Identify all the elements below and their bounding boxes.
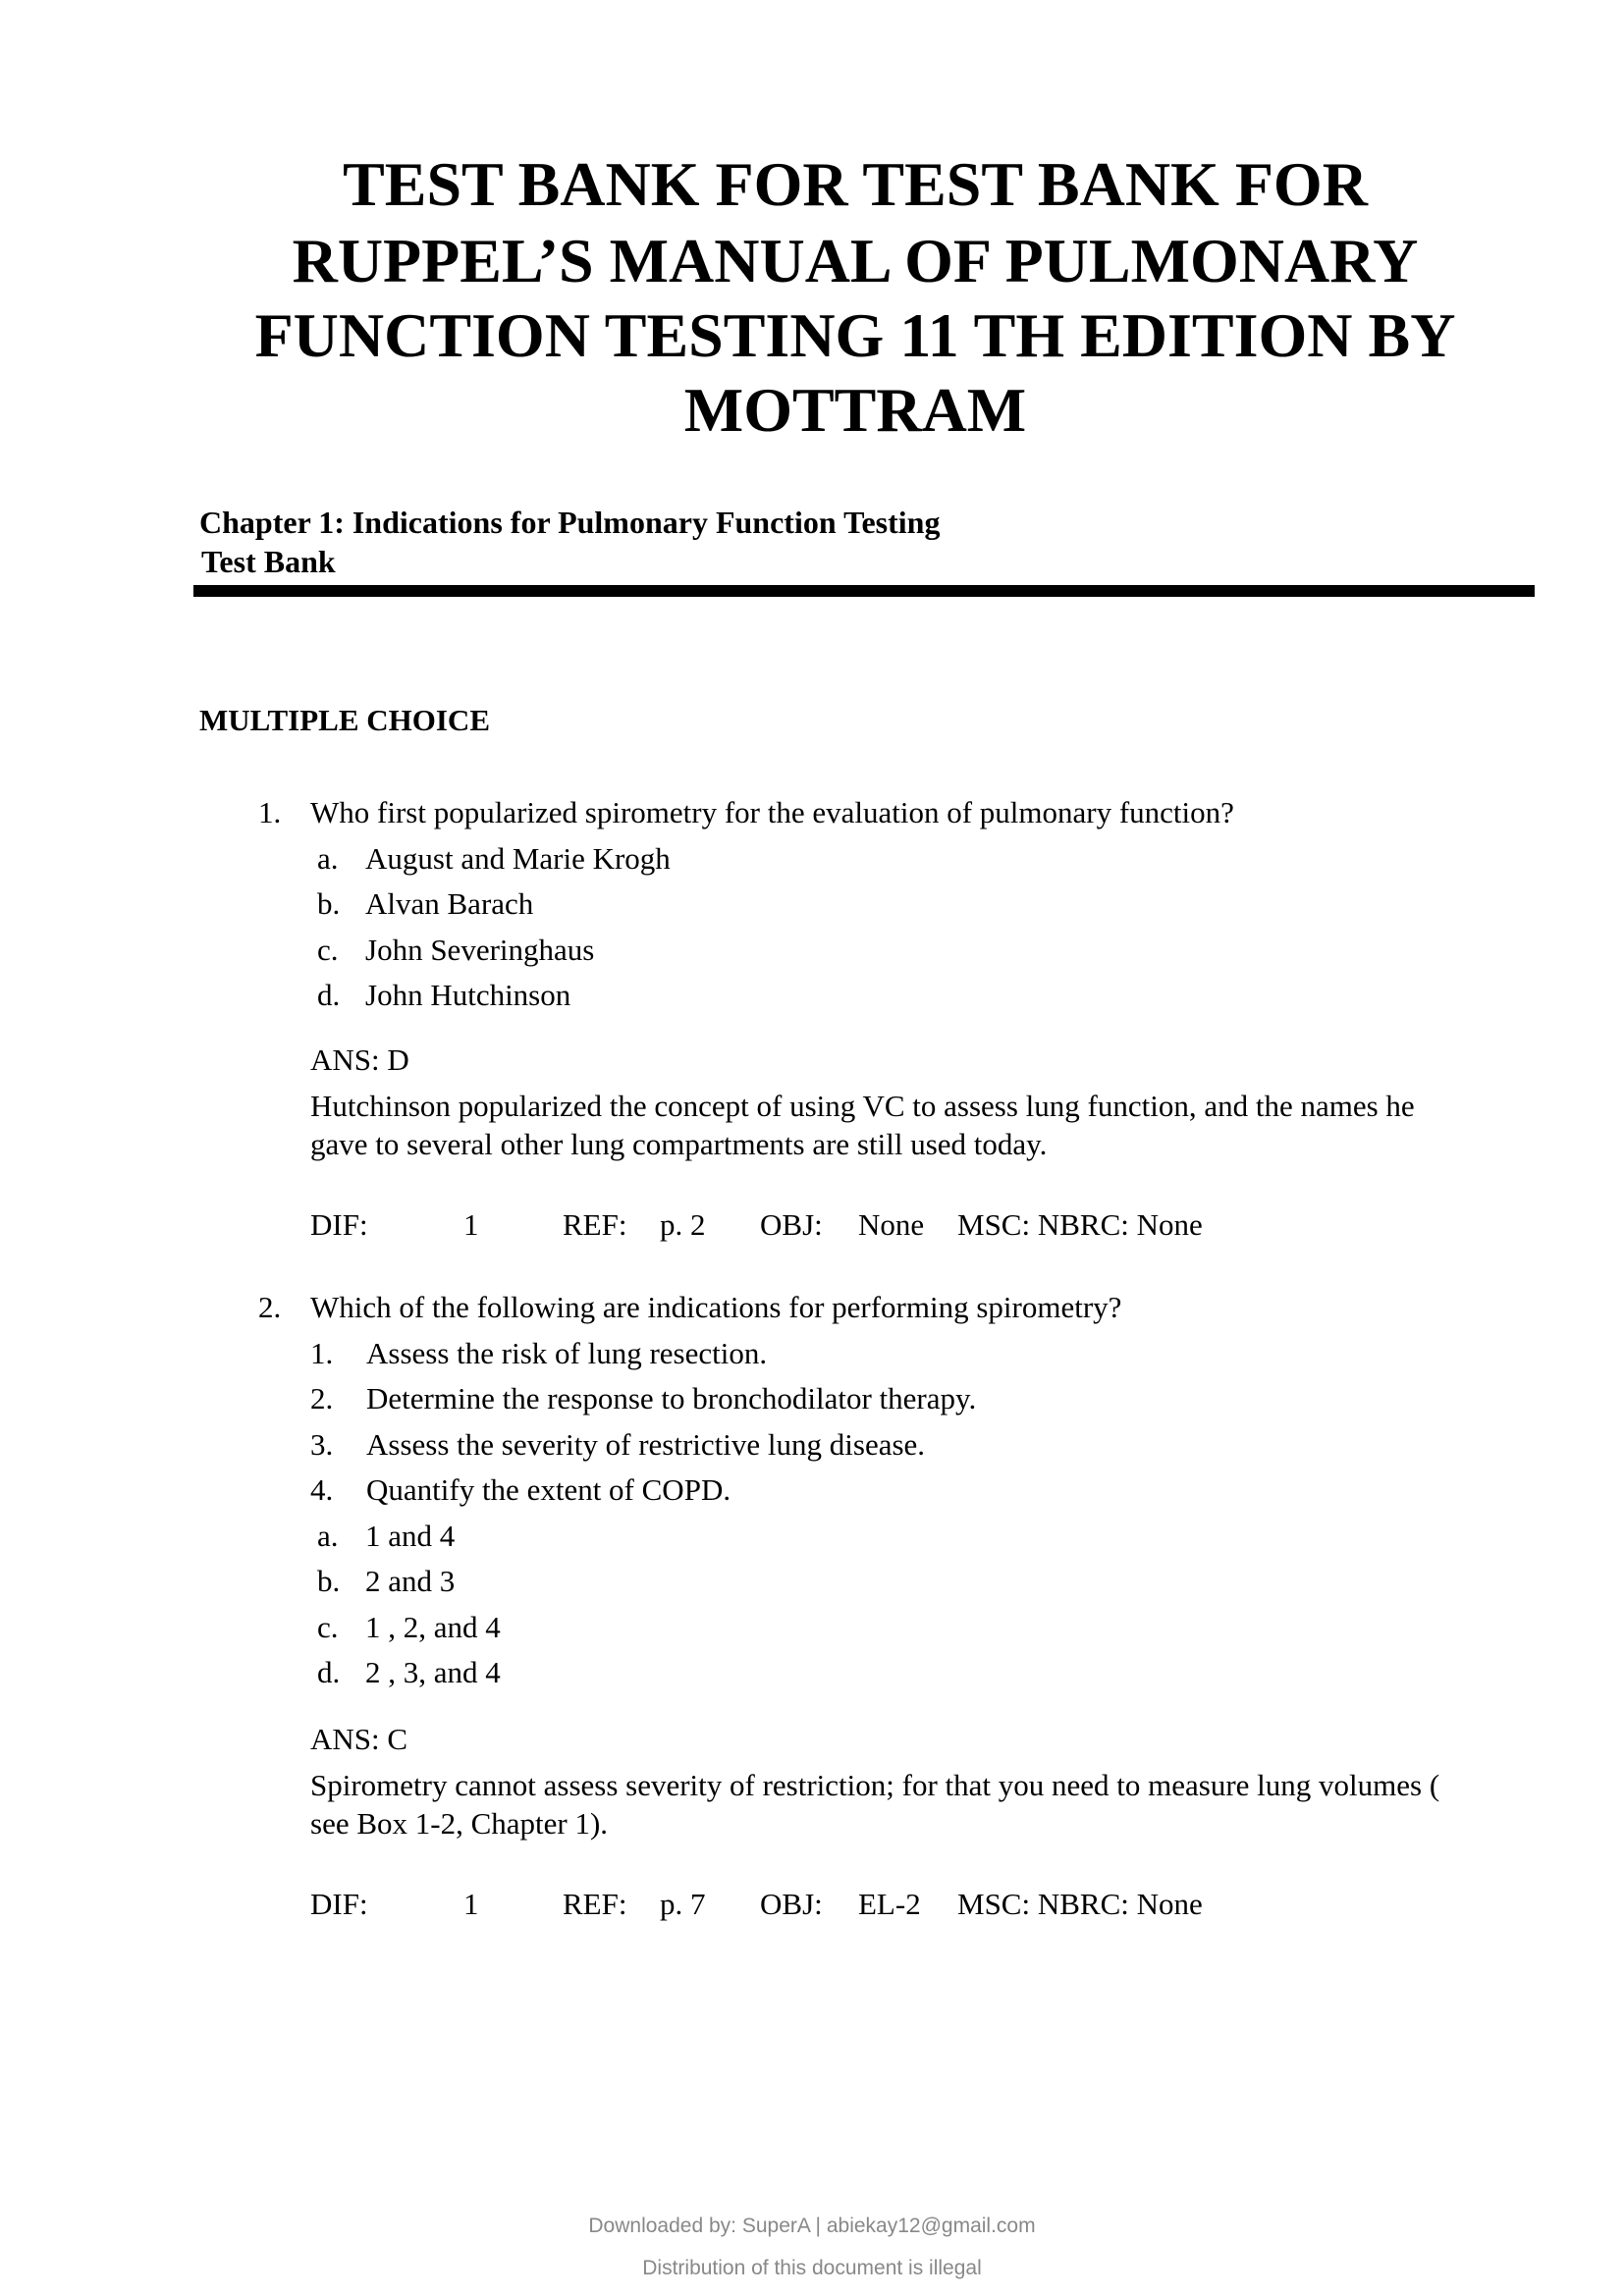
- question-number: 2.: [258, 1290, 282, 1324]
- title-line: FUNCTION TESTING 11 TH EDITION BY: [254, 300, 1456, 370]
- chapter-heading: Chapter 1: Indications for Pulmonary Function Testing: [199, 505, 941, 540]
- dif-value: 1: [463, 1207, 479, 1242]
- option-text: 2 and 3: [365, 1564, 456, 1598]
- obj-label: OBJ:: [760, 1887, 823, 1921]
- option-letter: d.: [317, 978, 341, 1012]
- item-number: 2.: [310, 1381, 334, 1415]
- option-letter: b.: [317, 886, 341, 921]
- explanation-line: Spirometry cannot assess severity of restriction; for that you need to measure lung volumes (: [310, 1768, 1440, 1802]
- answer-key: ANS: D: [310, 1042, 409, 1077]
- title-line: TEST BANK FOR TEST BANK FOR: [343, 149, 1368, 219]
- item-number: 1.: [310, 1335, 334, 1370]
- download-notice: Downloaded by: SuperA | abiekay12@gmail.com: [588, 2215, 1036, 2237]
- option-text: John Hutchinson: [365, 978, 571, 1012]
- dif-label: DIF:: [310, 1887, 368, 1921]
- dif-label: DIF:: [310, 1207, 368, 1242]
- ref-label: REF:: [563, 1207, 627, 1242]
- obj-label: OBJ:: [760, 1207, 823, 1242]
- item-text: Determine the response to bronchodilator therapy.: [366, 1381, 977, 1415]
- answer-key: ANS: C: [310, 1722, 408, 1756]
- option-letter: d.: [317, 1655, 341, 1689]
- distribution-notice: Distribution of this document is illegal: [642, 2257, 982, 2279]
- option-letter: c.: [317, 1609, 339, 1644]
- ref-value: p. 7: [660, 1887, 706, 1921]
- option-text: 2 , 3, and 4: [365, 1655, 501, 1689]
- ref-label: REF:: [563, 1887, 627, 1921]
- msc-value: MSC: NBRC: None: [957, 1207, 1203, 1242]
- option-letter: a.: [317, 840, 339, 876]
- item-text: Quantify the extent of COPD.: [366, 1472, 731, 1507]
- item-text: Assess the risk of lung resection.: [366, 1335, 768, 1370]
- subtitle: Test Bank: [201, 544, 336, 579]
- explanation-line: Hutchinson popularized the concept of using VC to assess lung function, and the names he: [310, 1089, 1415, 1123]
- option-text: 1 , 2, and 4: [365, 1609, 501, 1644]
- option-text: John Severinghaus: [365, 932, 595, 967]
- item-number: 3.: [310, 1426, 334, 1462]
- option-letter: b.: [317, 1564, 341, 1598]
- dif-value: 1: [463, 1887, 479, 1921]
- section-heading: MULTIPLE CHOICE: [199, 703, 490, 737]
- ref-value: p. 2: [660, 1207, 706, 1242]
- obj-value: None: [858, 1207, 925, 1242]
- divider-rule: [193, 585, 1535, 597]
- item-number: 4.: [310, 1472, 334, 1507]
- option-text: 1 and 4: [365, 1518, 456, 1553]
- obj-value: EL-2: [858, 1887, 921, 1921]
- option-text: Alvan Barach: [365, 886, 534, 921]
- question-number: 1.: [258, 795, 282, 829]
- item-text: Assess the severity of restrictive lung disease.: [366, 1426, 926, 1462]
- explanation-line: gave to several other lung compartments are still used today.: [310, 1127, 1048, 1161]
- title-line: RUPPEL’S MANUAL OF PULMONARY: [292, 226, 1419, 295]
- option-letter: c.: [317, 932, 339, 967]
- title-line: MOTTRAM: [683, 375, 1027, 445]
- explanation-line: see Box 1-2, Chapter 1).: [310, 1806, 609, 1841]
- option-text: August and Marie Krogh: [365, 840, 671, 876]
- option-letter: a.: [317, 1518, 339, 1553]
- question-text: Who first popularized spirometry for the evaluation of pulmonary function?: [310, 795, 1234, 829]
- msc-value: MSC: NBRC: None: [957, 1887, 1203, 1921]
- question-text: Which of the following are indications for performing spirometry?: [310, 1290, 1122, 1324]
